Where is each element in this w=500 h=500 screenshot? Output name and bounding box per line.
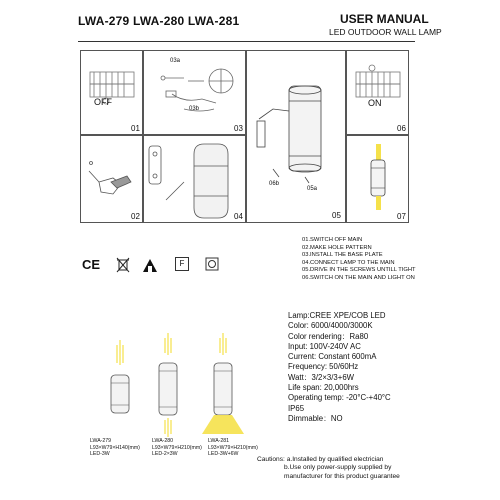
model-numbers: LWA-279 LWA-280 LWA-281 — [78, 14, 240, 28]
panel-05 — [246, 50, 346, 223]
panel-06-number: 06 — [397, 124, 406, 133]
step-4: 04.CONNECT LAMP TO THE MAIN — [302, 259, 395, 266]
breaker-off-illustration — [81, 51, 142, 134]
indoor-class-icon — [142, 257, 158, 273]
header-rule — [78, 41, 415, 42]
callout-03b: 03b — [189, 106, 200, 112]
panel-04 — [143, 135, 246, 223]
cautions — [257, 456, 400, 481]
panel-02 — [80, 135, 143, 223]
spec-color-rendering: Color rendering：Ra80 — [288, 331, 369, 341]
step-2: 02.MAKE HOLE PATTERN — [302, 244, 372, 251]
base-plate-illustration — [144, 51, 245, 134]
panel-02-number: 02 — [131, 212, 140, 221]
step-1: 01.SWITCH OFF MAIN — [302, 237, 363, 243]
model-caption-lwa-280: LWA-280 L93×W79×H210(mm) LED-2×3W — [152, 438, 202, 457]
lamp-mounted-illustration — [247, 51, 345, 222]
lamp-lit-illustration — [347, 136, 408, 222]
lwa-281-lamp-drawing — [198, 330, 248, 440]
breaker-on-illustration — [347, 51, 408, 134]
step-6: 06.SWITCH ON THE MAIN AND LIGHT ON — [302, 274, 415, 281]
ip-mark-icon — [205, 257, 219, 271]
weee-bin-icon — [116, 257, 130, 274]
panel-03 — [143, 50, 246, 135]
model-caption-lwa-281: LWA-281 L93×W79×H210(mm) LED-3W+6W — [208, 438, 258, 457]
panel-07-number: 07 — [397, 212, 406, 221]
spec-dimmable: Dimmable：NO — [288, 413, 343, 423]
panel-04-number: 04 — [234, 212, 243, 221]
lwa-279-lamp-drawing — [100, 335, 140, 430]
manual-subtitle: LED OUTDOOR WALL LAMP — [329, 27, 442, 37]
specifications — [288, 311, 391, 424]
spec-current: Current: Constant 600mA — [288, 352, 377, 362]
spec-color: Color: 6000/4000/3000K — [288, 321, 373, 331]
panel-06 — [346, 50, 409, 135]
panel-07 — [346, 135, 409, 223]
step-3: 03.INSTALL THE BASE PLATE — [302, 252, 383, 259]
spec-lamp: Lamp:CREE XPE/COB LED — [288, 311, 386, 320]
panel-05-number: 05 — [332, 211, 341, 220]
installation-steps — [302, 237, 416, 283]
spec-watt: Watt：3/2×3/3+6W — [288, 372, 355, 382]
panel-01-number: 01 — [131, 124, 140, 133]
drill-illustration — [81, 136, 142, 222]
model-caption-lwa-279: LWA-279 L93×W79×H140(mm) LED-3W — [90, 438, 140, 457]
manual-title: USER MANUAL — [340, 12, 429, 26]
callout-03a: 03a — [170, 58, 181, 64]
spec-frequency: Frequency: 50/60Hz — [288, 362, 359, 372]
caution-a: a.Installed by qualified electrician — [286, 456, 384, 463]
spec-life-span: Life span: 20,000hrs — [288, 383, 359, 393]
step-5: 05.DRIVE IN THE SCREWS UNTILL TIGHT — [302, 267, 416, 274]
panel-03-number: 03 — [234, 124, 243, 133]
panel-06-on-label: ON — [368, 98, 382, 108]
caution-label: Cautions: — [257, 456, 285, 463]
lwa-280-lamp-drawing — [148, 330, 188, 440]
spec-operating-temp: Operating temp: -20°C-+40°C — [288, 393, 391, 403]
caution-b: b.Use only power-supply supplied by — [284, 464, 392, 472]
panel-01 — [80, 50, 143, 135]
callout-05a: 05a — [307, 186, 318, 192]
callout-06b: 06b — [269, 181, 280, 187]
f-mark-icon: F — [175, 257, 189, 271]
ce-mark-icon: CE — [82, 257, 101, 272]
spec-input: Input: 100V-240V AC — [288, 341, 361, 351]
caution-b-cont: manufacturer for this product guarantee — [284, 472, 400, 480]
wiring-illustration — [144, 136, 245, 222]
panel-01-off-label: OFF — [94, 97, 112, 107]
spec-ip: IP65 — [288, 403, 305, 413]
